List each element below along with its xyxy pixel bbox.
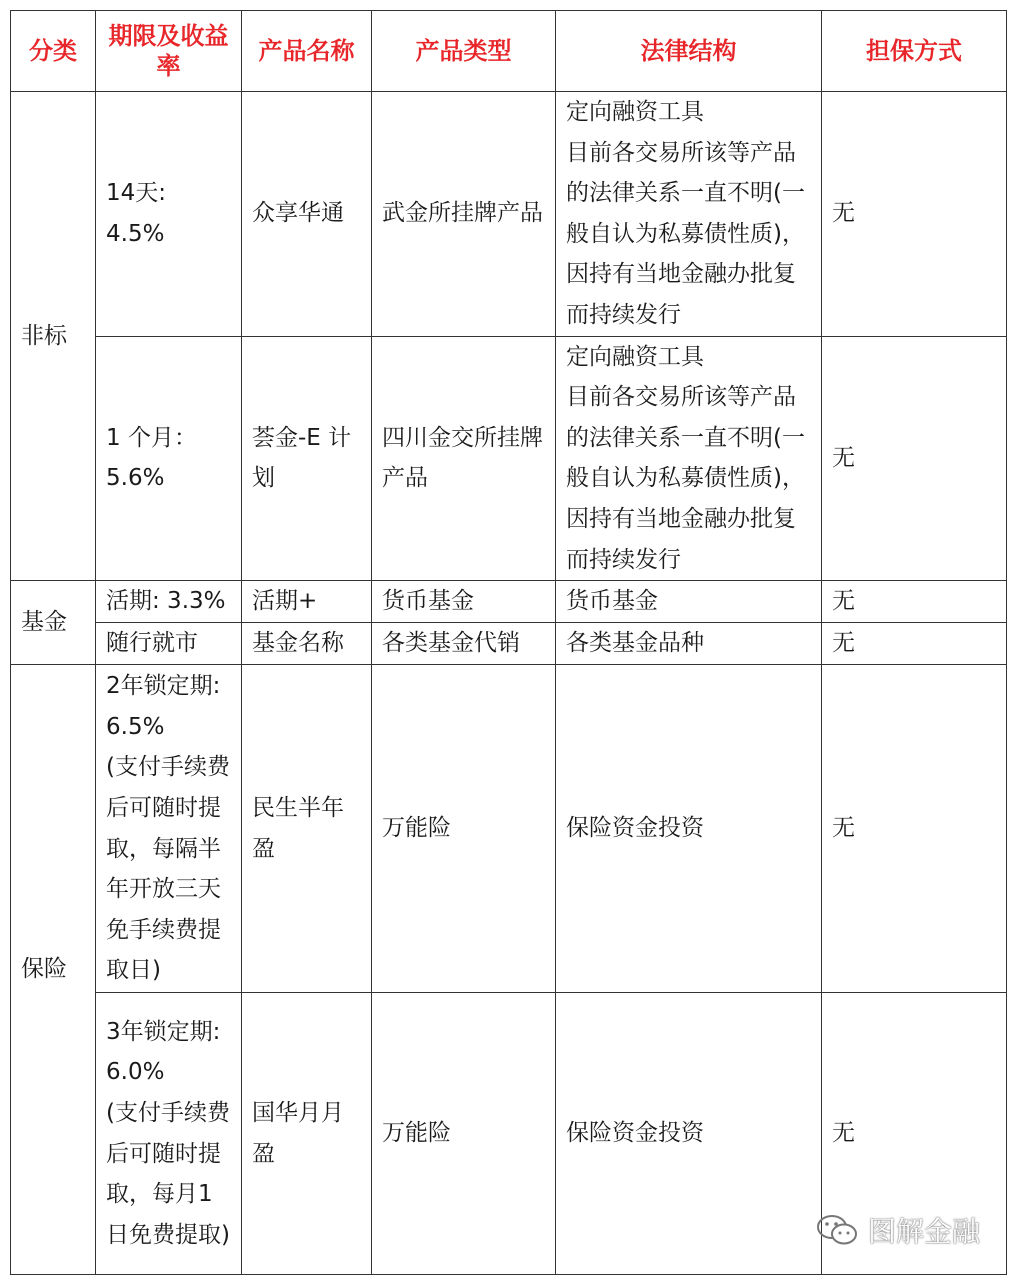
term-cell: 2年锁定期: 6.5% (支付手续费后可随时提取，每隔半年开放三天免手续费提取日) [96,665,242,993]
header-category: 分类 [11,11,96,92]
product-type-cell: 货币基金 [372,581,556,623]
header-term-yield: 期限及收益率 [96,11,242,92]
header-row [11,11,1007,92]
table-row [11,92,1007,337]
product-name-cell: 国华月月盈 [242,993,372,1275]
product-type-cell: 武金所挂牌产品 [372,92,556,337]
product-type-cell: 四川金交所挂牌产品 [372,336,556,581]
guarantee-cell: 无 [822,623,1007,665]
product-name-cell: 众享华通 [242,92,372,337]
term-cell: 1 个月：5.6% [96,336,242,581]
guarantee-cell: 无 [822,92,1007,337]
product-name-cell: 民生半年盈 [242,665,372,993]
category-cell: 非标 [11,92,96,581]
legal-structure-cell: 保险资金投资 [556,993,822,1275]
category-cell: 基金 [11,581,96,665]
legal-structure-cell: 各类基金品种 [556,623,822,665]
header-product-name: 产品名称 [242,11,372,92]
table-row [11,665,1007,993]
product-name-cell: 基金名称 [242,623,372,665]
term-cell: 14天: 4.5% [96,92,242,337]
product-name-cell: 活期+ [242,581,372,623]
guarantee-cell: 无 [822,665,1007,993]
product-table [10,10,1007,1275]
legal-structure-cell: 定向融资工具 目前各交易所该等产品的法律关系一直不明(一般自认为私募债性质)，因持有当地金融办批复而持续发行 [556,92,822,337]
watermark-text: 图解金融 [867,1215,980,1248]
table-row [11,623,1007,665]
header-product-type: 产品类型 [372,11,556,92]
product-name-cell: 荟金-E 计划 [242,336,372,581]
guarantee-cell: 无 [822,581,1007,623]
legal-structure-cell: 定向融资工具 目前各交易所该等产品的法律关系一直不明(一般自认为私募债性质)，因持有当地金融办批复而持续发行 [556,336,822,581]
product-type-cell: 万能险 [372,665,556,993]
guarantee-cell: 无 [822,336,1007,581]
legal-structure-cell: 货币基金 [556,581,822,623]
term-cell: 随行就市 [96,623,242,665]
table-row [11,581,1007,623]
table-row [11,336,1007,581]
header-legal-structure: 法律结构 [556,11,822,92]
wechat-icon [814,1213,860,1247]
category-cell: 保险 [11,665,96,1275]
term-cell: 活期: 3.3% [96,581,242,623]
term-cell: 3年锁定期: 6.0% (支付手续费后可随时提取，每月1日免费提取) [96,993,242,1275]
product-type-cell: 万能险 [372,993,556,1275]
header-guarantee: 担保方式 [822,11,1007,92]
guarantee-cell: 无 [822,993,1007,1275]
legal-structure-cell: 保险资金投资 [556,665,822,993]
product-type-cell: 各类基金代销 [372,623,556,665]
watermark [814,1210,980,1250]
